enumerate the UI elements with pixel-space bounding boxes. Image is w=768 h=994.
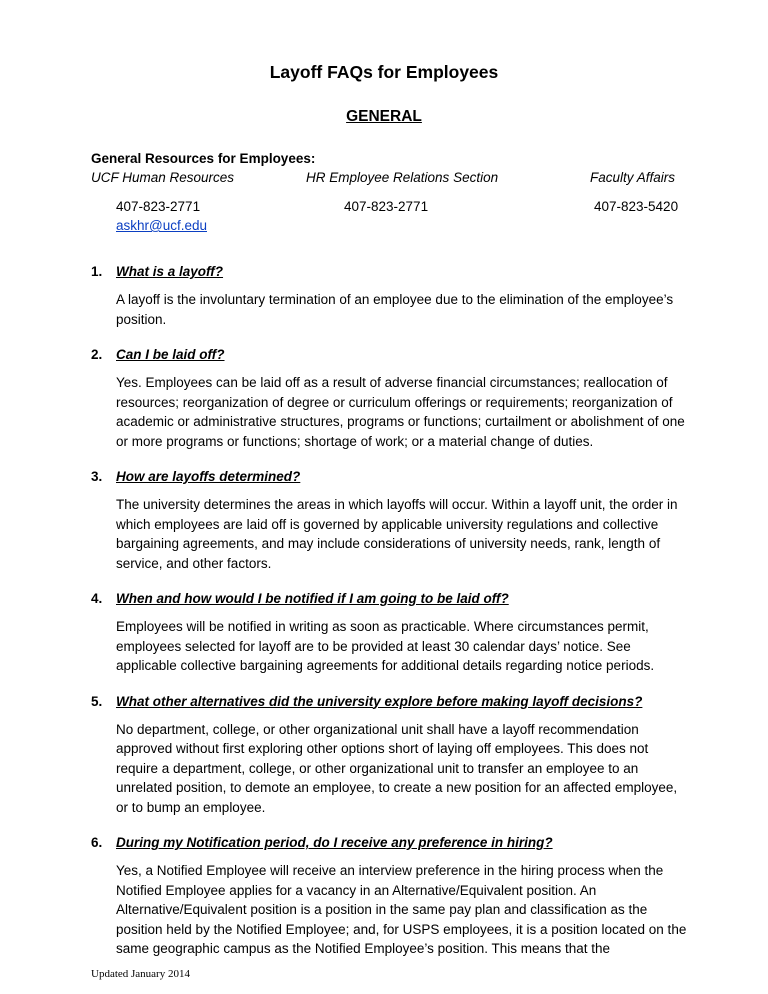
faq-answer: Yes, a Notified Employee will receive an interview preference in the hiring process when the Notified Employee applies for a vacancy in an Alternative/Equivalent position. An Alternative/Equivalent position is a position in the same pay plan and classification as the position held by the Notified Employee; and, for USPS employees, it is a position located on the same geographic campus as the Notified Employee’s position. This means that the <box>116 863 687 956</box>
faq-question: What other alternatives did the university explore before making layoff decisions? <box>116 693 643 709</box>
faq-list <box>91 262 691 975</box>
resources-block <box>91 149 711 235</box>
document-title: Layoff FAQs for Employees <box>269 62 499 82</box>
contact-phone-employee-relations: 407-823-2771 <box>344 199 429 214</box>
faq-item <box>91 692 691 818</box>
faq-answer: Yes. Employees can be laid off as a result of adverse financial circumstances; reallocation of resources; reorganization of degree or curriculum offerings or requirements; reorganization of academic or administrative structures, programs or functions; curtailment or abolishment of one or more programs or functions; shortage of work; or a material change of duties. <box>116 375 685 449</box>
faq-body <box>116 345 691 451</box>
resources-names-row <box>91 168 711 187</box>
section-heading: GENERAL <box>346 108 422 125</box>
faq-question: Can I be laid off? <box>116 347 225 362</box>
faq-answer: No department, college, or other organizational unit shall have a layoff recommendation approved without first exploring other options short of laying off employees. This does not require a department, college, or other organizational unit to transfer an employee to an unrelated position, to demote an employee, to create a new position for an affected employee, or to bump an employee. <box>116 721 678 815</box>
faq-number: 4. <box>91 591 103 606</box>
faq-answer: A layoff is the involuntary termination of an employee due to the elimination of the employee’s position. <box>116 292 674 327</box>
faq-item <box>91 345 691 451</box>
footer-updated-date: Updated January 2014 <box>91 968 190 980</box>
contact-phone-faculty-affairs: 407-823-5420 <box>594 199 679 214</box>
faq-number: 6. <box>91 835 103 850</box>
faq-body <box>116 262 691 329</box>
faq-question: When and how would I be notified if I am going to be laid off? <box>116 591 509 606</box>
email-link-askhr[interactable]: askhr@ucf.edu <box>116 218 207 233</box>
contact-phone-hr: 407-823-2771 <box>116 199 201 214</box>
faq-item <box>91 833 691 959</box>
faq-item <box>91 589 691 676</box>
contact-name-hr: UCF Human Resources <box>91 170 235 185</box>
faq-number: 1. <box>91 264 103 279</box>
faq-answer: The university determines the areas in which layoffs will occur. Within a layoff unit, the order in which employees are laid off is governed by applicable university regulations and collective bargaining agreements, and may include considerations of university needs, rank, length of service, and other factors. <box>116 497 678 571</box>
faq-body <box>116 589 691 676</box>
resources-values-row <box>91 197 711 235</box>
faq-body <box>116 467 691 573</box>
faq-question: What is a layoff? <box>116 264 224 279</box>
faq-body <box>116 833 691 959</box>
faq-item <box>91 262 691 329</box>
faq-question: How are layoffs determined? <box>116 469 301 484</box>
faq-item <box>91 467 691 573</box>
faq-number: 3. <box>91 469 103 484</box>
faq-body <box>116 692 691 818</box>
contact-name-employee-relations: HR Employee Relations Section <box>306 170 499 185</box>
resources-heading: General Resources for Employees: <box>91 151 316 166</box>
contact-name-faculty-affairs: Faculty Affairs <box>590 170 676 185</box>
faq-number: 2. <box>91 347 103 362</box>
contact-hr-details <box>91 197 306 235</box>
faq-answer: Employees will be notified in writing as soon as practicable. Where circumstances permit, employees selected for layoff are to be provided at least 30 calendar days’ notice. See applicable collective bargaining agreements for additional details regarding notice periods. <box>116 619 655 673</box>
faq-question: During my Notification period, do I receive any preference in hiring? <box>116 835 553 850</box>
faq-number: 5. <box>91 693 103 709</box>
